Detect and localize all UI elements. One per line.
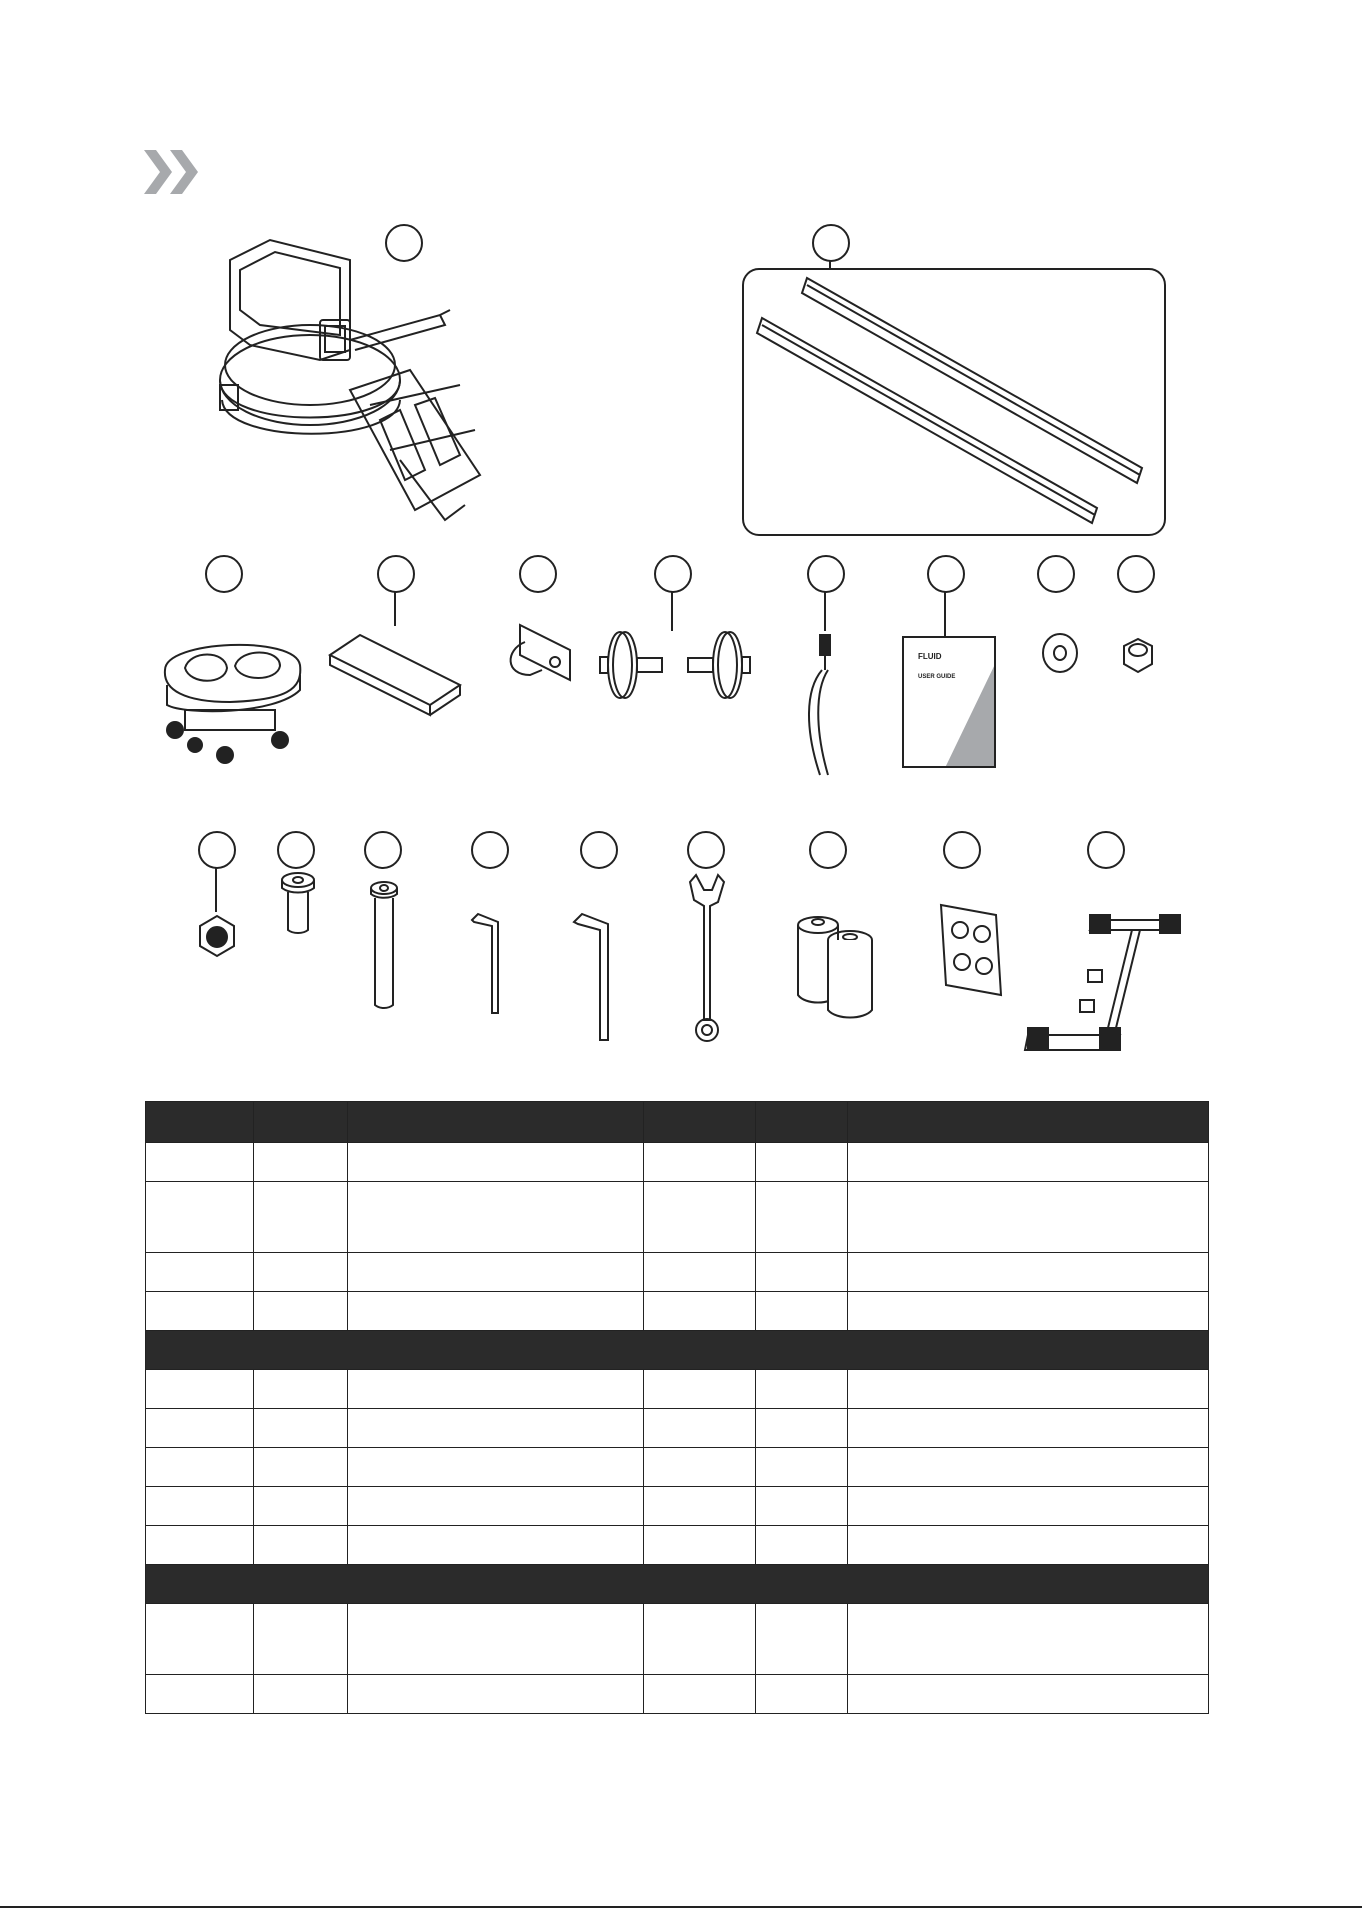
table-cell (348, 1370, 644, 1409)
table-cell (644, 1604, 756, 1675)
table-cell (146, 1604, 254, 1675)
table-cell (146, 1448, 254, 1487)
table-cell (756, 1182, 848, 1253)
table-cell (644, 1182, 756, 1253)
wheel-pair (595, 630, 755, 700)
table-cell (848, 1487, 1209, 1526)
guide-title: USER GUIDE (918, 674, 956, 680)
sleeve-bolt-short (278, 870, 318, 940)
table-cell (348, 1292, 644, 1331)
rail-pair (742, 268, 1166, 536)
table-cell (348, 1409, 644, 1448)
table-cell (146, 1143, 254, 1182)
nut-large (1116, 636, 1160, 676)
table-cell (644, 1370, 756, 1409)
leader-line (944, 591, 946, 636)
table-cell (848, 1526, 1209, 1565)
table-cell (756, 1292, 848, 1331)
guide-brand: FLUID (918, 652, 942, 661)
sleeve-bolt-long (367, 880, 401, 1012)
table-cell (254, 1448, 348, 1487)
callout-circle (927, 555, 965, 593)
table-cell (146, 1182, 254, 1253)
table-cell (146, 1370, 254, 1409)
double-chevron-icon (142, 146, 204, 198)
bottom-rule (0, 1906, 1362, 1908)
leader-line (215, 867, 217, 912)
table-cell (254, 1370, 348, 1409)
table-cell (756, 1604, 848, 1675)
table-cell (644, 1526, 756, 1565)
callout-circle (1087, 831, 1125, 869)
table-row (146, 1143, 1209, 1182)
table-cell (756, 1409, 848, 1448)
rower-main-frame (200, 240, 530, 540)
leader-line (824, 591, 826, 631)
seat (155, 630, 305, 770)
table-cell (644, 1675, 756, 1714)
callout-circle (205, 555, 243, 593)
table-cell (254, 1487, 348, 1526)
callout-circle (519, 555, 557, 593)
table-cell (348, 1253, 644, 1292)
table-body (146, 1143, 1209, 1714)
table-cell (254, 1604, 348, 1675)
user-guide (902, 636, 996, 768)
table-header-cell (348, 1102, 644, 1143)
table-row (146, 1526, 1209, 1565)
table-cell (254, 1409, 348, 1448)
parts-table (145, 1101, 1209, 1714)
table-cell (146, 1292, 254, 1331)
table-cell (644, 1487, 756, 1526)
table-header-cell (146, 1102, 254, 1143)
callout-circle (198, 831, 236, 869)
table-header-row (146, 1102, 1209, 1143)
table-section-cell (146, 1565, 1209, 1604)
callout-circle (943, 831, 981, 869)
table-cell (848, 1604, 1209, 1675)
table-cell (348, 1526, 644, 1565)
foot-pads-sheet (936, 900, 1006, 1000)
table-cell (756, 1448, 848, 1487)
table-cell (348, 1675, 644, 1714)
table-cell (848, 1182, 1209, 1253)
rail-brace (325, 625, 465, 715)
callout-circle (807, 555, 845, 593)
table-cell (348, 1487, 644, 1526)
table-row (146, 1292, 1209, 1331)
table-cell (756, 1253, 848, 1292)
table-row (146, 1604, 1209, 1675)
leader-line (671, 591, 673, 631)
stabilizer-foot (1020, 910, 1180, 1060)
combination-wrench (688, 870, 728, 1046)
table-cell (348, 1143, 644, 1182)
table-cell (644, 1409, 756, 1448)
table-header-cell (848, 1102, 1209, 1143)
table-cell (254, 1675, 348, 1714)
table-cell (644, 1448, 756, 1487)
table-header-cell (644, 1102, 756, 1143)
table-cell (756, 1143, 848, 1182)
table-cell (756, 1370, 848, 1409)
table-cell (848, 1409, 1209, 1448)
table-section-row (146, 1565, 1209, 1604)
callout-circle (687, 831, 725, 869)
table-row (146, 1182, 1209, 1253)
table-row (146, 1370, 1209, 1409)
table-cell (146, 1487, 254, 1526)
siphon-pump (800, 630, 850, 780)
callout-circle (277, 831, 315, 869)
table-section-row (146, 1331, 1209, 1370)
leader-line (394, 591, 396, 626)
table-cell (146, 1526, 254, 1565)
table-row (146, 1448, 1209, 1487)
table-cell (644, 1253, 756, 1292)
table-cell (848, 1143, 1209, 1182)
table-row (146, 1409, 1209, 1448)
table-header-cell (756, 1102, 848, 1143)
table-cell (146, 1253, 254, 1292)
hook-bracket (500, 620, 580, 690)
nut-small (194, 912, 240, 960)
table-cell (848, 1292, 1209, 1331)
table-cell (254, 1182, 348, 1253)
table-cell (848, 1370, 1209, 1409)
table-cell (848, 1448, 1209, 1487)
callout-circle (809, 831, 847, 869)
table-cell (348, 1448, 644, 1487)
table-cell (146, 1409, 254, 1448)
table-cell (644, 1292, 756, 1331)
table-section-cell (146, 1331, 1209, 1370)
callout-circle (1037, 555, 1075, 593)
callout-circle (654, 555, 692, 593)
table-cell (644, 1143, 756, 1182)
table-cell (254, 1292, 348, 1331)
callout-circle (377, 555, 415, 593)
table-cell (348, 1182, 644, 1253)
table-cell (348, 1604, 644, 1675)
callout-circle (1117, 555, 1155, 593)
callout-circle (364, 831, 402, 869)
callout-circle (812, 224, 850, 262)
table-row (146, 1253, 1209, 1292)
table-header-cell (254, 1102, 348, 1143)
leader-line (829, 260, 831, 268)
table-row (146, 1675, 1209, 1714)
table-cell (756, 1526, 848, 1565)
batteries (790, 910, 880, 1020)
washer (1040, 632, 1080, 674)
table-cell (254, 1143, 348, 1182)
table-row (146, 1487, 1209, 1526)
callout-circle (580, 831, 618, 869)
table-cell (254, 1526, 348, 1565)
table-cell (146, 1675, 254, 1714)
allen-key-small (468, 908, 508, 1018)
table-cell (756, 1487, 848, 1526)
table-cell (848, 1253, 1209, 1292)
callout-circle (471, 831, 509, 869)
allen-key-large (570, 908, 620, 1046)
table-cell (254, 1253, 348, 1292)
table-cell (756, 1675, 848, 1714)
table-cell (848, 1675, 1209, 1714)
